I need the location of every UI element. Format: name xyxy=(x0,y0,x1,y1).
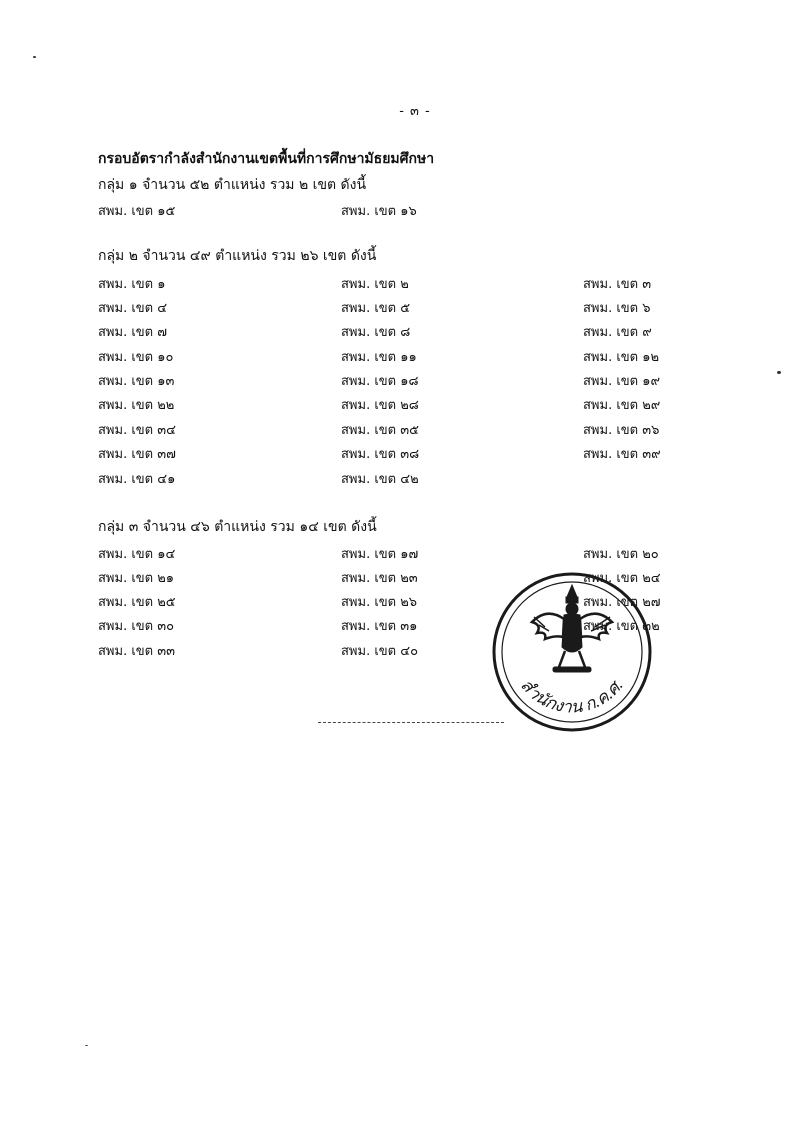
district-entry: สพม. เขต ๑๘ xyxy=(341,374,419,389)
district-entry: สพม. เขต ๑๒ xyxy=(583,350,660,365)
district-entry: สพม. เขต ๕ xyxy=(341,301,411,316)
district-entry: สพม. เขต ๓๕ xyxy=(341,423,419,438)
district-entry: สพม. เขต ๒๘ xyxy=(341,398,419,413)
district-entry: สพม. เขต ๙ xyxy=(583,325,652,340)
district-entry: สพม. เขต ๔๐ xyxy=(341,644,419,659)
district-entry: สพม. เขต ๓๒ xyxy=(583,619,660,634)
district-entry: สพม. เขต ๓ xyxy=(583,277,652,292)
district-entry: สพม. เขต ๓๙ xyxy=(583,447,661,462)
official-seal xyxy=(487,567,657,737)
district-entry: สพม. เขต ๒๓ xyxy=(341,571,418,586)
district-entry: สพม. เขต ๑๕ xyxy=(98,204,176,219)
district-entry: สพม. เขต ๓๔ xyxy=(98,423,176,438)
page-number: - ๓ - xyxy=(399,104,431,119)
district-entry: สพม. เขต ๖ xyxy=(583,301,651,316)
district-entry: สพม. เขต ๓๘ xyxy=(341,447,420,462)
district-entry: สพม. เขต ๒ xyxy=(341,277,409,292)
district-entry: สพม. เขต ๑ xyxy=(98,277,166,292)
group-3-heading: กลุ่ม ๓ จำนวน ๔๖ ตำแหน่ง รวม ๑๔ เขต ดังนี้ xyxy=(98,519,377,535)
garuda-emblem-icon xyxy=(532,585,612,672)
district-entry: สพม. เขต ๑๐ xyxy=(98,350,174,365)
district-entry: สพม. เขต ๔๒ xyxy=(341,472,419,487)
seal-text-path: สำนักงาน ก.ค.ศ. xyxy=(517,675,627,717)
document-title: กรอบอัตรากำลังสำนักงานเขตพื้นที่การศึกษามัธยมศึกษา xyxy=(98,151,435,167)
section-divider xyxy=(318,722,504,723)
district-entry: สพม. เขต ๑๗ xyxy=(341,547,419,562)
scan-speck xyxy=(777,371,781,374)
district-entry: สพม. เขต ๒๒ xyxy=(98,398,175,413)
district-entry: สพม. เขต ๓๓ xyxy=(98,644,176,659)
scan-speck xyxy=(85,1045,88,1046)
scan-speck xyxy=(33,56,36,58)
district-entry: สพม. เขต ๔ xyxy=(98,301,168,316)
district-entry: สพม. เขต ๑๙ xyxy=(583,374,661,389)
district-entry: สพม. เขต ๒๕ xyxy=(98,595,176,610)
district-entry: สพม. เขต ๒๙ xyxy=(583,398,661,413)
district-entry: สพม. เขต ๘ xyxy=(341,325,411,340)
district-entry: สพม. เขต ๑๔ xyxy=(98,547,176,562)
group-2-heading: กลุ่ม ๒ จำนวน ๔๙ ตำแหน่ง รวม ๒๖ เขต ดังนี้ xyxy=(98,248,377,264)
group-1-heading: กลุ่ม ๑ จำนวน ๕๒ ตำแหน่ง รวม ๒ เขต ดังนี้ xyxy=(98,177,367,193)
district-entry: สพม. เขต ๓๗ xyxy=(98,447,176,462)
district-entry: สพม. เขต ๒๗ xyxy=(583,595,661,610)
district-entry: สพม. เขต ๔๑ xyxy=(98,472,176,487)
district-entry: สพม. เขต ๒๑ xyxy=(98,571,175,586)
district-entry: สพม. เขต ๒๔ xyxy=(583,571,661,586)
district-entry: สพม. เขต ๑๖ xyxy=(341,204,417,219)
district-entry: สพม. เขต ๓๐ xyxy=(98,619,175,634)
district-entry: สพม. เขต ๑๑ xyxy=(341,350,417,365)
district-entry: สพม. เขต ๒๖ xyxy=(341,595,418,610)
district-entry: สพม. เขต ๓๑ xyxy=(341,619,418,634)
district-entry: สพม. เขต ๒๐ xyxy=(583,547,659,562)
district-entry: สพม. เขต ๗ xyxy=(98,325,168,340)
district-entry: สพม. เขต ๓๖ xyxy=(583,423,660,438)
district-entry: สพม. เขต ๑๓ xyxy=(98,374,175,389)
